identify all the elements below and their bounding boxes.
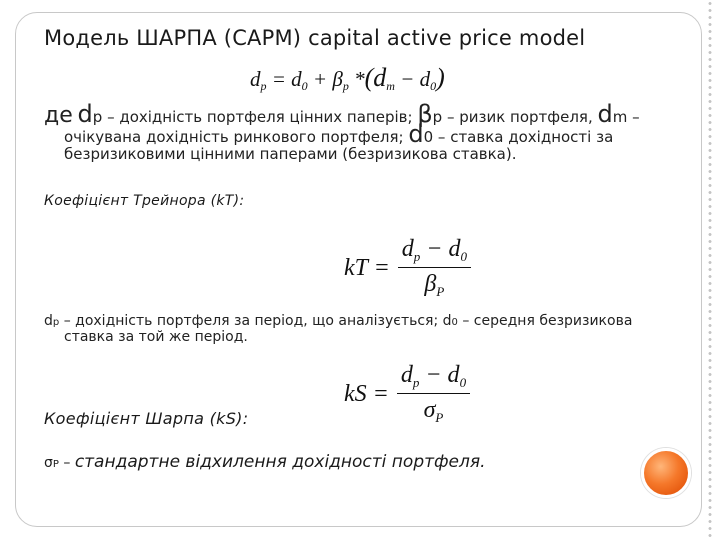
symbol: β <box>417 100 433 128</box>
capm-definition <box>44 100 684 163</box>
formula-term: * <box>348 67 365 91</box>
formula-term: d <box>250 67 261 91</box>
treynor-label: Коефіцієнт Трейнора (kT): <box>44 193 245 209</box>
where-word: де <box>44 103 73 128</box>
symbol-subscript: 0 <box>451 317 458 328</box>
note-line: ставка за той же період. <box>64 329 248 345</box>
formula-subscript: 0 <box>460 249 467 264</box>
definition-line <box>44 120 684 148</box>
formula-term: d <box>400 362 413 388</box>
fraction-denominator <box>424 268 444 300</box>
symbol: σ <box>44 455 53 471</box>
symbol: d <box>77 100 93 128</box>
definition-text: – дохідність портфеля цінних паперів; <box>102 108 418 126</box>
formula-subscript: 0 <box>430 79 437 93</box>
period-note <box>44 314 684 345</box>
formula-term: − d <box>420 236 461 262</box>
formula-term: β <box>424 271 437 297</box>
treynor-formula <box>344 236 471 300</box>
slide-title: Модель ШАРПА (CAPM) capital active price model <box>44 26 586 50</box>
definition-text: – ставка дохідності за <box>433 128 614 146</box>
fraction-numerator <box>398 236 471 268</box>
definition-text: – <box>627 108 640 126</box>
symbol: d <box>442 313 452 329</box>
formula-lhs: kT = <box>344 254 390 281</box>
formula-term: − d <box>394 67 431 91</box>
definition-text: очікувана дохідність ринкового портфеля; <box>64 128 409 146</box>
formula-subscript: p <box>342 79 349 93</box>
fraction-numerator <box>397 362 470 394</box>
symbol: d <box>408 120 424 148</box>
note-text: – дохідність портфеля за період, що аналізується; <box>59 313 443 329</box>
symbol-subscript: m <box>612 108 628 126</box>
note-text: – середня безризикова <box>457 313 633 329</box>
symbol-subscript: 0 <box>423 128 434 146</box>
symbol-subscript: p <box>92 108 103 126</box>
orange-orb-decoration <box>641 448 691 498</box>
symbol-subscript: p <box>432 108 443 126</box>
sharpe-label: Коефіцієнт Шарпа (kS): <box>44 409 249 428</box>
formula-subscript: 0 <box>459 375 467 390</box>
formula-term: σ <box>423 397 436 423</box>
formula-subscript: m <box>386 79 395 93</box>
note-text: стандартне відхилення дохідності портфеля. <box>74 452 486 472</box>
fraction-denominator <box>424 394 444 426</box>
note-dash: – <box>58 455 75 471</box>
dotted-border-decoration <box>706 0 714 540</box>
fraction <box>397 362 470 426</box>
sigma-note <box>44 452 486 472</box>
formula-term: d <box>401 236 414 262</box>
formula-subscript: 0 <box>301 79 308 93</box>
formula-term: + β <box>307 67 343 91</box>
definition-line: безризиковими цінними паперами (безризикова ставка). <box>64 145 517 163</box>
formula-subscript: P <box>435 410 444 425</box>
definition-text: – ризик портфеля, <box>442 108 598 126</box>
formula-subscript: p <box>412 375 420 390</box>
fraction <box>398 236 471 300</box>
formula-term: (d <box>364 63 387 92</box>
formula-term: ) <box>436 63 445 92</box>
formula-subscript: P <box>436 284 445 299</box>
capm-formula <box>250 63 445 94</box>
symbol: d <box>597 100 613 128</box>
formula-term: = d <box>266 67 302 91</box>
formula-term: − d <box>419 362 460 388</box>
symbol: d <box>44 313 53 329</box>
formula-lhs: kS = <box>344 380 389 407</box>
formula-subscript: p <box>413 249 421 264</box>
symbol-subscript: P <box>52 459 59 470</box>
formula-subscript: p <box>260 79 267 93</box>
symbol-subscript: p <box>52 317 60 328</box>
sharpe-formula <box>344 362 470 426</box>
